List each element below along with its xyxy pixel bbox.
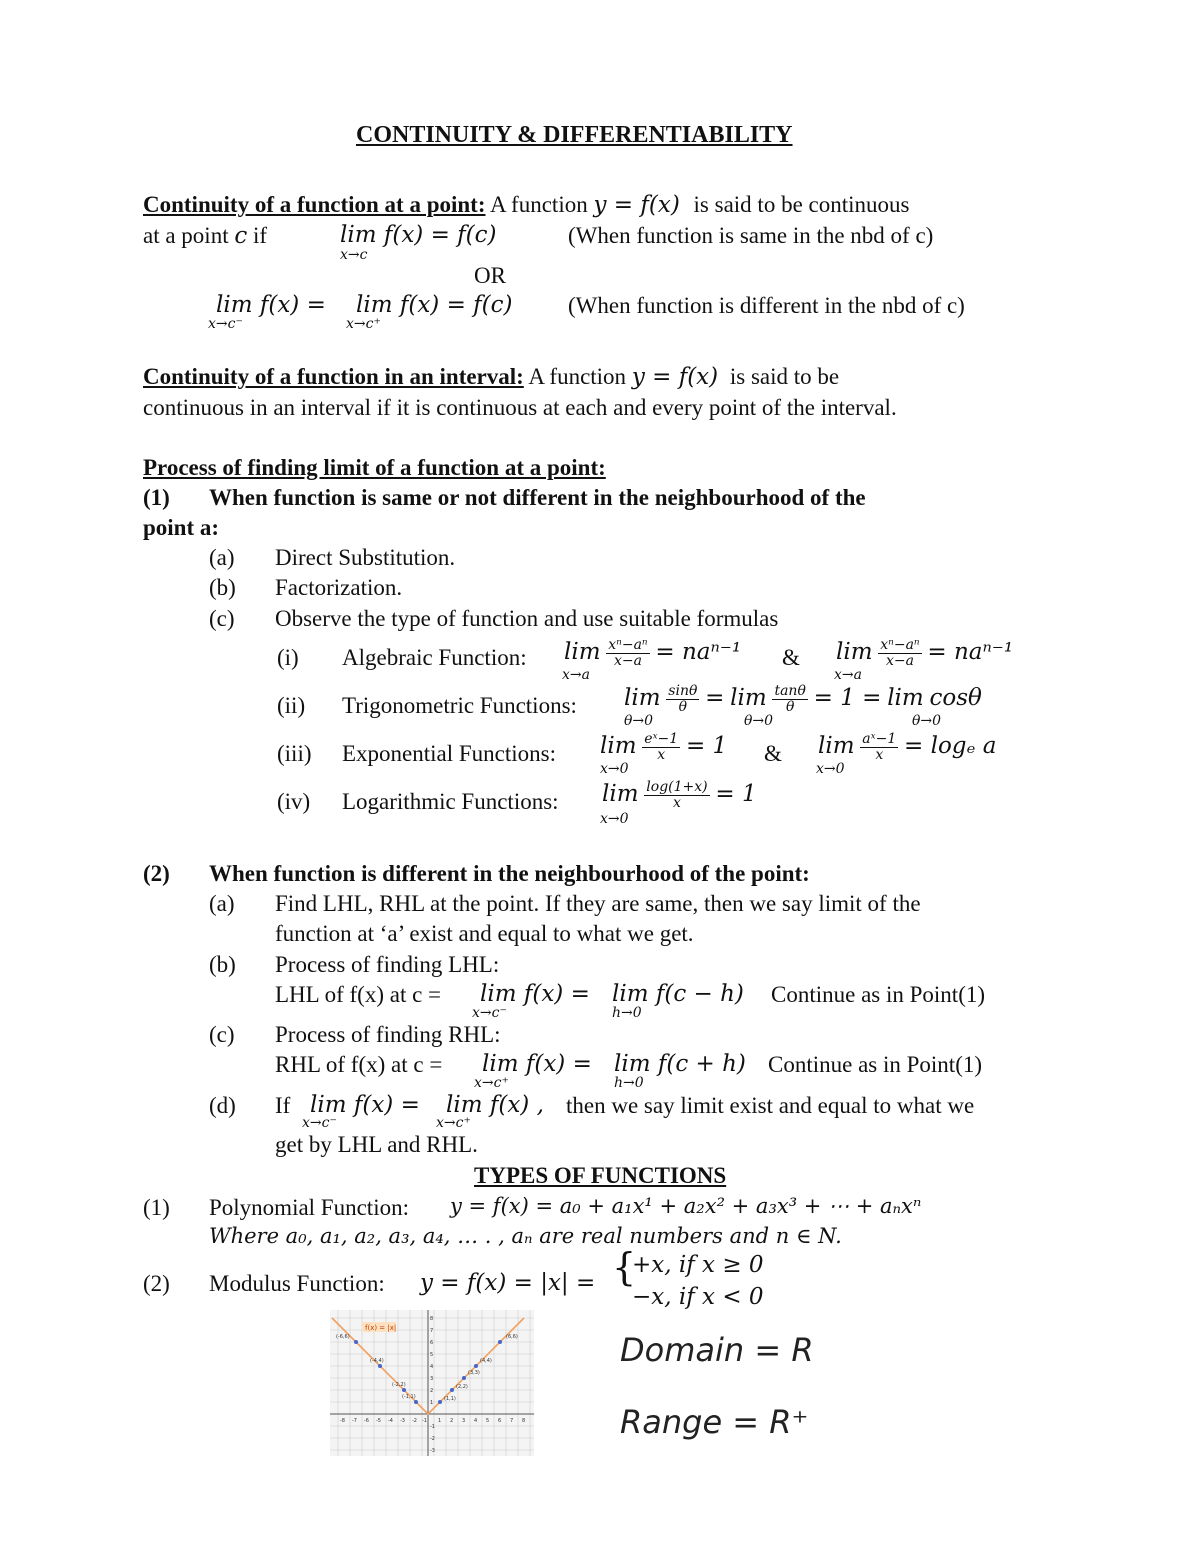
svg-text:3: 3 xyxy=(430,1376,434,1382)
alg-frac: $\frac{\text{xⁿ−aⁿ}}{x-a}$ xyxy=(608,637,648,670)
p2-c-m2: lim f(c + h) xyxy=(614,1051,746,1077)
alg-lim: lim xyxy=(564,639,601,666)
note2: (When function is different in the nbd of c) xyxy=(568,293,965,318)
svg-text:8: 8 xyxy=(430,1316,434,1322)
p2-d-m1: lim f(x) = xyxy=(310,1092,420,1118)
types-heading: TYPES OF FUNCTIONS xyxy=(474,1163,727,1188)
sub-ii-label: (ii) xyxy=(277,693,306,718)
svg-text:6: 6 xyxy=(430,1340,434,1346)
svg-text:-2: -2 xyxy=(412,1418,417,1424)
svg-text:(4,4): (4,4) xyxy=(480,1358,492,1364)
t1-num: (1) xyxy=(143,1195,170,1220)
item-a-label: (a) xyxy=(209,545,235,570)
p2-d-m1-sub: x→c⁻ xyxy=(302,1115,337,1131)
alg-formula-2: lim $\frac{\text{xⁿ−aⁿ}}{x-a}$ = naⁿ⁻¹ xyxy=(836,637,1014,670)
p2-c-text2: RHL of f(x) at c = xyxy=(275,1052,443,1077)
cont-point-heading: Continuity of a function at a point: xyxy=(143,192,486,217)
p2-text: When function is different in the neighbourhood of the point: xyxy=(209,861,810,886)
p2-a-text2: function at ‘a’ exist and equal to what we get. xyxy=(275,921,694,946)
svg-text:1: 1 xyxy=(430,1400,434,1406)
svg-text:7: 7 xyxy=(510,1418,514,1424)
lim1-sub: x→c xyxy=(340,247,368,263)
p2-b-m2-sub: h→0 xyxy=(612,1005,642,1021)
lim1: lim f(x) = f(c) xyxy=(340,222,497,248)
t1-eq: y = f(x) = a₀ + a₁x¹ + a₂x² + a₃x³ + ⋯ + aₙxⁿ xyxy=(450,1194,922,1218)
cont-point-text4: if xyxy=(252,223,268,248)
svg-text:2: 2 xyxy=(430,1388,434,1394)
p2-b-text2: LHL of f(x) at c = xyxy=(275,982,442,1007)
domain-text: Domain = R xyxy=(620,1331,814,1369)
cont-interval-eq: y = f(x) xyxy=(631,364,719,390)
svg-text:-2: -2 xyxy=(430,1436,435,1442)
item-a-text: Direct Substitution. xyxy=(275,545,456,570)
cont-point-eq1: y = f(x) xyxy=(593,192,680,218)
trig-sub-3: θ→0 xyxy=(912,713,942,729)
t2-num: (2) xyxy=(143,1271,170,1296)
brace: { xyxy=(612,1245,637,1289)
sub-i-text: Algebraic Function: xyxy=(342,645,527,670)
exp-amp: & xyxy=(764,741,782,766)
svg-text:8: 8 xyxy=(522,1418,526,1424)
cont-interval-text2: is said to be xyxy=(729,364,840,389)
trig-sub-2: θ→0 xyxy=(744,713,774,729)
sub-iii-label: (iii) xyxy=(277,741,312,766)
svg-text:7: 7 xyxy=(430,1328,434,1334)
cont-point-text1: A function xyxy=(489,192,588,217)
t1-text: Polynomial Function: xyxy=(209,1195,409,1220)
svg-text:(1,1): (1,1) xyxy=(444,1396,456,1402)
exp-formula-1: lim $\frac{\text{eˣ−1}}{x}$ = 1 xyxy=(600,731,728,764)
svg-text:(-4,4): (-4,4) xyxy=(370,1358,384,1364)
svg-text:(-2,2): (-2,2) xyxy=(392,1382,406,1388)
t2-text: Modulus Function: xyxy=(209,1271,385,1296)
process-heading: Process of finding limit of a function at a point: xyxy=(143,455,606,480)
svg-text:(-6,6): (-6,6) xyxy=(336,1334,350,1340)
exp-formula-2: lim $\frac{\text{aˣ−1}}{x}$ = logₑ a xyxy=(818,731,997,764)
cont-interval-text1: A function xyxy=(528,364,627,389)
sub-iv-label: (iv) xyxy=(277,789,311,814)
svg-text:(2,2): (2,2) xyxy=(456,1384,468,1390)
p1-text: When function is same or not different in the neighbourhood of the xyxy=(209,485,866,510)
svg-text:-8: -8 xyxy=(340,1418,345,1424)
svg-text:-4: -4 xyxy=(388,1418,393,1424)
cont-point-text3: at a point xyxy=(143,223,229,248)
svg-text:5: 5 xyxy=(486,1418,490,1424)
cont-interval-line1 xyxy=(143,365,839,389)
exp-sub-2: x→0 xyxy=(816,761,845,777)
svg-text:-1: -1 xyxy=(422,1418,427,1424)
p2-c-m1: lim f(x) = xyxy=(482,1051,592,1077)
modulus-graph xyxy=(330,1310,534,1456)
item-c-text: Observe the type of function and use suitable formulas xyxy=(275,606,779,631)
lim2b: lim f(x) = f(c) xyxy=(356,292,513,318)
svg-text:-5: -5 xyxy=(376,1418,381,1424)
alg-sub: x→a xyxy=(562,667,590,683)
p2-c-label: (c) xyxy=(209,1022,235,1047)
p2-b-tail: Continue as in Point(1) xyxy=(771,982,986,1007)
sub-ii-text: Trigonometric Functions: xyxy=(342,693,577,718)
p1-text2: point a: xyxy=(143,515,220,540)
sub-iii-text: Exponential Functions: xyxy=(342,741,557,766)
p1-num: (1) xyxy=(143,485,170,510)
item-b-label: (b) xyxy=(209,575,236,600)
lim2b-sub: x→c⁺ xyxy=(346,316,381,332)
log-sub: x→0 xyxy=(600,811,629,827)
p2-d-m2-sub: x→c⁺ xyxy=(436,1115,471,1131)
svg-text:(6,6): (6,6) xyxy=(506,1334,518,1340)
alg-formula-1 xyxy=(564,638,741,670)
svg-text:2: 2 xyxy=(450,1418,454,1424)
cont-point-text2: is said to be continuous xyxy=(693,192,910,217)
p2-d-m2: lim f(x) , xyxy=(446,1092,544,1118)
t1-where: Where a₀, a₁, a₂, a₃, a₄, … . , aₙ are real numbers and n ∈ N. xyxy=(209,1224,842,1248)
p2-b-m2: lim f(c − h) xyxy=(612,981,744,1007)
p2-d-text: If xyxy=(275,1093,291,1118)
trig-sub-1: θ→0 xyxy=(624,713,654,729)
svg-text:-7: -7 xyxy=(352,1418,357,1424)
p2-a-label: (a) xyxy=(209,891,235,916)
svg-text:3: 3 xyxy=(462,1418,466,1424)
p2-a-text: Find LHL, RHL at the point. If they are same, then we say limit of the xyxy=(275,891,921,916)
p2-num: (2) xyxy=(143,861,170,886)
graph-legend-label: f(x) = |x| xyxy=(365,1324,397,1332)
note1: (When function is same in the nbd of c) xyxy=(568,223,934,248)
cont-point-c: c xyxy=(234,223,248,249)
svg-text:6: 6 xyxy=(498,1418,502,1424)
p2-b-m1: lim f(x) = xyxy=(480,981,590,1007)
item-b-text: Factorization. xyxy=(275,575,403,600)
svg-text:(3,3): (3,3) xyxy=(468,1370,480,1376)
page-title: CONTINUITY & DIFFERENTIABILITY xyxy=(356,122,793,148)
p2-c-tail: Continue as in Point(1) xyxy=(768,1052,983,1077)
or-text: OR xyxy=(474,263,506,288)
p2-c-m1-sub: x→c⁺ xyxy=(474,1075,509,1091)
cont-point-line2 xyxy=(143,224,267,248)
sub-iv-text: Logarithmic Functions: xyxy=(342,789,559,814)
exp-sub-1: x→0 xyxy=(600,761,629,777)
trig-formula: lim $\frac{\sin\theta}{\theta}$ = lim $\frac{\tan\theta}{\theta}$ = 1 = lim cosθ xyxy=(624,683,982,716)
p2-b-text: Process of finding LHL: xyxy=(275,952,500,977)
alg-amp: & xyxy=(782,645,800,670)
svg-text:4: 4 xyxy=(430,1364,434,1370)
case1: +x, if x ≥ 0 xyxy=(632,1252,764,1278)
p2-d-tail: then we say limit exist and equal to what we xyxy=(566,1093,975,1118)
lim2a-sub: x→c⁻ xyxy=(208,316,243,332)
cont-interval-heading: Continuity of a function in an interval: xyxy=(143,364,524,389)
log-formula: lim $\frac{\log(1+x)}{x}$ = 1 xyxy=(602,779,757,812)
lim2a: lim f(x) = xyxy=(216,292,326,318)
case2: −x, if x < 0 xyxy=(632,1284,764,1310)
svg-text:-6: -6 xyxy=(364,1418,369,1424)
p2-c-text: Process of finding RHL: xyxy=(275,1022,501,1047)
p2-b-label: (b) xyxy=(209,952,236,977)
svg-text:-1: -1 xyxy=(430,1424,435,1430)
range-text: Range = R⁺ xyxy=(620,1403,809,1441)
t2-eq: y = f(x) = |x| = xyxy=(420,1270,596,1296)
alg-sub-2: x→a xyxy=(834,667,862,683)
p2-d-text2: get by LHL and RHL. xyxy=(275,1132,478,1157)
svg-text:(-1,1): (-1,1) xyxy=(402,1394,416,1400)
p2-c-m2-sub: h→0 xyxy=(614,1075,644,1091)
item-c-label: (c) xyxy=(209,606,235,631)
svg-text:1: 1 xyxy=(438,1418,442,1424)
cont-point-line1 xyxy=(143,193,909,217)
sub-i-label: (i) xyxy=(277,645,299,670)
svg-text:-3: -3 xyxy=(400,1418,405,1424)
svg-text:-3: -3 xyxy=(430,1448,435,1454)
p2-d-label: (d) xyxy=(209,1093,236,1118)
alg-rhs: = naⁿ⁻¹ xyxy=(655,639,742,666)
cont-interval-text3: continuous in an interval if it is continuous at each and every point of the interval. xyxy=(143,395,897,420)
p2-b-m1-sub: x→c⁻ xyxy=(472,1005,507,1021)
svg-text:4: 4 xyxy=(474,1418,478,1424)
svg-text:5: 5 xyxy=(430,1352,434,1358)
